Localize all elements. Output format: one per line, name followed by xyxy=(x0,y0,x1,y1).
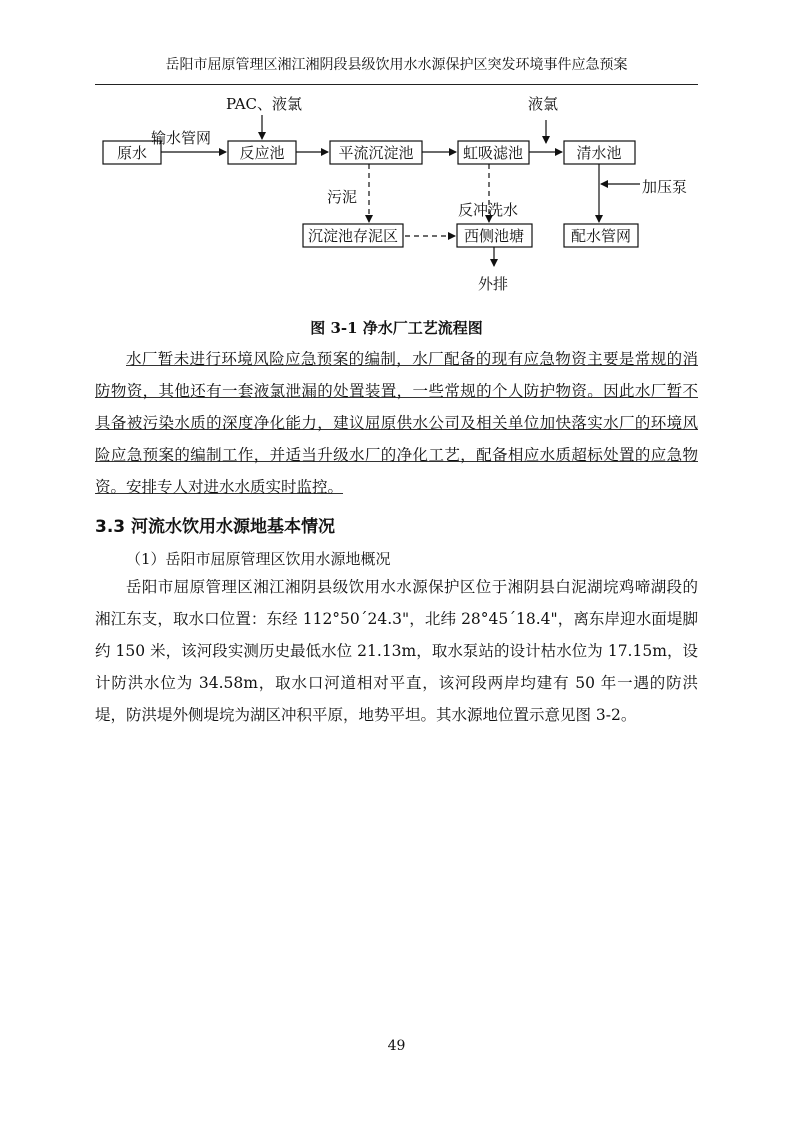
text-line: 具备被污染水质的深度净化能力，建议屈原供水公司及相关单位加快落实水厂的环境风 xyxy=(95,414,698,432)
text-line: 防物资，其他还有一套液氯泄漏的处置装置，一些常规的个人防护物资。因此水厂暂不 xyxy=(95,382,698,400)
process-flow-diagram xyxy=(0,0,793,310)
text-line: 资。安排专人对进水水质实时监控。 xyxy=(95,478,344,496)
label-pac-chlorine: PAC、液氯 xyxy=(226,95,303,113)
label-sludge: 污泥 xyxy=(327,188,358,206)
label-discharge: 外排 xyxy=(478,275,509,293)
paragraph-water-source: 岳阳市屈原管理区湘江湘阴县级饮用水水源保护区位于湘阴县白泥湖垸鸡啼湖段的湘江东支，取水口位置：东经 112°50´24.3"，北纬 28°45´18.4"，离东岸迎水面堤脚约 150 米，该河段实测历史最低水位 21.13m，取水泵站的设计枯水位为 17.15m，设计防洪水位为 34.58m，取水口河道相对平直，该河段两岸均建有 50 年一遇的防洪堤，防洪堤外侧堤垸为湖区冲积平原，地势平坦。其水源地位置示意见图 3-2。 xyxy=(95,578,698,724)
svg-text:清水池: 清水池 xyxy=(576,144,622,162)
node-distribution-network xyxy=(564,224,638,247)
node-sludge-area xyxy=(303,224,403,247)
text-line: 水厂暂未进行环境风险应急预案的编制，水厂配备的现有应急物资主要是常规的消 xyxy=(126,350,698,368)
node-sedimentation-tank xyxy=(330,141,422,164)
page-number: 49 xyxy=(387,1038,406,1054)
section-heading: 3.3 河流水饮用水源地基本情况 xyxy=(95,517,336,537)
subsection-heading: （1）岳阳市屈原管理区饮用水源地概况 xyxy=(126,550,391,568)
label-booster-pump: 加压泵 xyxy=(642,178,688,196)
svg-text:虹吸滤池: 虹吸滤池 xyxy=(462,144,524,162)
svg-text:平流沉淀池: 平流沉淀池 xyxy=(338,144,414,162)
paragraph-emergency-supplies xyxy=(95,343,698,503)
node-siphon-filter xyxy=(458,141,529,164)
label-backwash: 反冲洗水 xyxy=(458,201,519,219)
node-reaction-tank xyxy=(228,141,296,164)
node-west-pond xyxy=(457,224,532,247)
label-chlorine: 液氯 xyxy=(528,95,559,113)
figure-caption: 图 3-1 净水厂工艺流程图 xyxy=(310,319,483,337)
svg-text:反应池: 反应池 xyxy=(239,144,285,162)
svg-text:西侧池塘: 西侧池塘 xyxy=(463,227,525,245)
node-clear-water-tank xyxy=(564,141,635,164)
page-header: 岳阳市屈原管理区湘江湘阴段县级饮用水水源保护区突发环境事件应急预案 xyxy=(165,57,628,73)
label-pipeline: 输水管网 xyxy=(151,129,212,147)
text-line: 险应急预案的编制工作，并适当升级水厂的净化工艺，配备相应水质超标处置的应急物 xyxy=(95,446,698,464)
svg-text:原水: 原水 xyxy=(116,144,148,162)
svg-text:配水管网: 配水管网 xyxy=(570,227,632,245)
svg-text:沉淀池存泥区: 沉淀池存泥区 xyxy=(307,227,399,245)
